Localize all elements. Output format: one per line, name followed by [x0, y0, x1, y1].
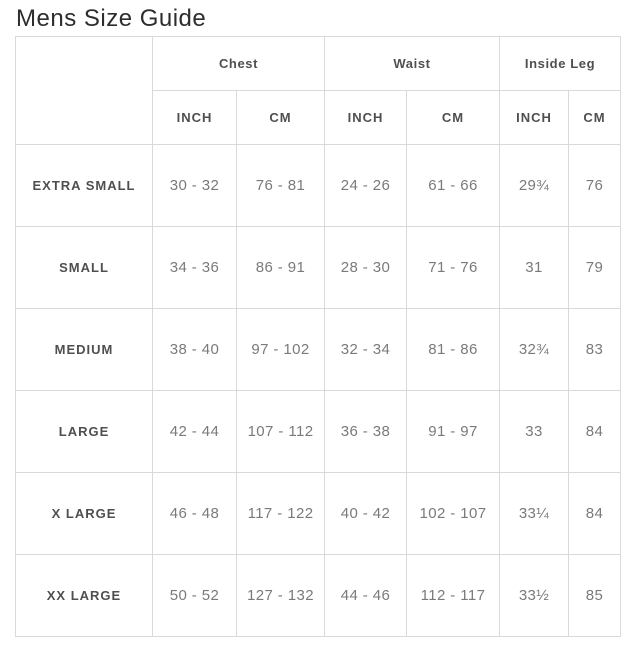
inside-leg-inch-value: 31: [500, 227, 569, 309]
unit-header-chest-cm: CM: [237, 91, 325, 145]
size-guide-table: [15, 36, 621, 637]
chest-cm-value: 107 - 112: [237, 391, 325, 473]
size-label: SMALL: [16, 227, 153, 309]
size-label: MEDIUM: [16, 309, 153, 391]
size-label: EXTRA SMALL: [16, 145, 153, 227]
size-label: X LARGE: [16, 473, 153, 555]
chest-cm-value: 86 - 91: [237, 227, 325, 309]
group-header-inside-leg: Inside Leg: [500, 37, 621, 91]
waist-inch-value: 36 - 38: [325, 391, 407, 473]
inside-leg-cm-value: 85: [569, 555, 621, 637]
inside-leg-inch-value: 33¼: [500, 473, 569, 555]
waist-cm-value: 102 - 107: [407, 473, 500, 555]
chest-cm-value: 127 - 132: [237, 555, 325, 637]
waist-cm-value: 112 - 117: [407, 555, 500, 637]
table-row-large: [16, 391, 621, 473]
corner-cell: [16, 37, 153, 145]
table-row-extra-small: [16, 145, 621, 227]
table-row-small: [16, 227, 621, 309]
waist-cm-value: 91 - 97: [407, 391, 500, 473]
group-header-chest: Chest: [153, 37, 325, 91]
size-label: XX LARGE: [16, 555, 153, 637]
unit-header-inside-leg-cm: CM: [569, 91, 621, 145]
waist-inch-value: 28 - 30: [325, 227, 407, 309]
inside-leg-cm-value: 84: [569, 473, 621, 555]
unit-header-waist-cm: CM: [407, 91, 500, 145]
unit-header-chest-inch: INCH: [153, 91, 237, 145]
group-header-row: [16, 37, 621, 91]
table-row-x-large: [16, 473, 621, 555]
chest-inch-value: 46 - 48: [153, 473, 237, 555]
chest-inch-value: 30 - 32: [153, 145, 237, 227]
unit-header-waist-inch: INCH: [325, 91, 407, 145]
inside-leg-inch-value: 33: [500, 391, 569, 473]
waist-inch-value: 40 - 42: [325, 473, 407, 555]
inside-leg-cm-value: 76: [569, 145, 621, 227]
inside-leg-cm-value: 83: [569, 309, 621, 391]
group-header-waist: Waist: [325, 37, 500, 91]
inside-leg-inch-value: 29¾: [500, 145, 569, 227]
chest-cm-value: 97 - 102: [237, 309, 325, 391]
waist-cm-value: 61 - 66: [407, 145, 500, 227]
chest-cm-value: 76 - 81: [237, 145, 325, 227]
waist-inch-value: 44 - 46: [325, 555, 407, 637]
inside-leg-cm-value: 84: [569, 391, 621, 473]
page-title: Mens Size Guide: [16, 5, 207, 32]
waist-cm-value: 81 - 86: [407, 309, 500, 391]
chest-cm-value: 117 - 122: [237, 473, 325, 555]
waist-inch-value: 32 - 34: [325, 309, 407, 391]
chest-inch-value: 34 - 36: [153, 227, 237, 309]
chest-inch-value: 42 - 44: [153, 391, 237, 473]
waist-inch-value: 24 - 26: [325, 145, 407, 227]
table-row-xx-large: [16, 555, 621, 637]
chest-inch-value: 50 - 52: [153, 555, 237, 637]
inside-leg-cm-value: 79: [569, 227, 621, 309]
table-row-medium: [16, 309, 621, 391]
inside-leg-inch-value: 33½: [500, 555, 569, 637]
size-label: LARGE: [16, 391, 153, 473]
unit-header-inside-leg-inch: INCH: [500, 91, 569, 145]
chest-inch-value: 38 - 40: [153, 309, 237, 391]
waist-cm-value: 71 - 76: [407, 227, 500, 309]
inside-leg-inch-value: 32¾: [500, 309, 569, 391]
